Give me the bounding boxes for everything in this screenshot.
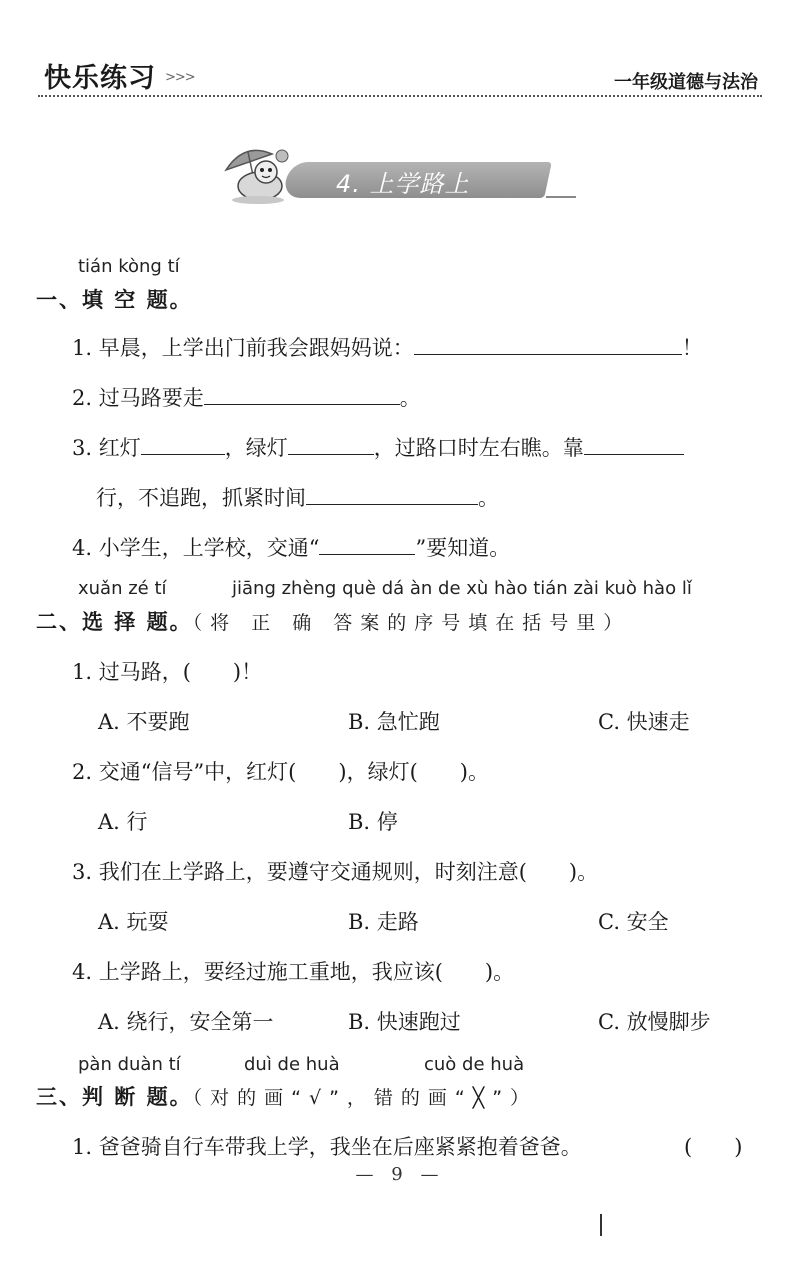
s1-question-1: 1. 早晨，上学出门前我会跟妈妈说： ！	[72, 332, 703, 362]
s2-q4-option-c[interactable]: C. 放慢脚步	[598, 1010, 711, 1034]
section3-pinyin-c: cuò de huà	[424, 1054, 525, 1075]
s3-question-1: 1. 爸爸骑自行车带我上学，我坐在后座紧紧抱着爸爸。	[72, 1135, 582, 1159]
s1-q1-blank[interactable]	[414, 332, 682, 355]
section1-pinyin: tián kòng tí	[78, 256, 180, 277]
s1-q3-blank-side[interactable]	[584, 432, 684, 455]
s2-question-2: 2. 交通“信号”中，红灯( )，绿灯( )。	[72, 760, 489, 784]
page-edge-mark	[600, 1214, 602, 1236]
s2-q2-option-b[interactable]: B. 停	[348, 810, 398, 834]
s2-q1-option-c[interactable]: C. 快速走	[598, 710, 690, 734]
lesson-title: 4. 上学路上	[336, 170, 470, 198]
section3-pinyin-b: duì de huà	[244, 1054, 340, 1075]
s1-question-3-cont: 行，不追跑，抓紧时间 。	[96, 482, 499, 512]
s1-question-3: 3. 红灯 ，绿灯 ，过路口时左右瞧。靠	[72, 432, 684, 462]
s2-q4-option-b[interactable]: B. 快速跑过	[348, 1010, 461, 1034]
section2-note: （将 正 确 答案的序号填在括号里）	[192, 612, 631, 634]
page-number: — 9 —	[355, 1164, 445, 1185]
s1-q4-blank[interactable]	[319, 532, 415, 555]
section3-pinyin-a: pàn duàn tí	[78, 1054, 181, 1075]
s2-question-1: 1. 过马路，( )！	[72, 660, 263, 684]
section3-note: （对的画“√”，错的画“╳”）	[192, 1087, 538, 1109]
mascot-umbrella-icon	[220, 140, 296, 206]
section1-title: 一、填 空 题。	[36, 288, 193, 312]
s2-question-3: 3. 我们在上学路上，要遵守交通规则，时刻注意( )。	[72, 860, 599, 884]
header-left-title: 快乐练习	[44, 63, 156, 94]
s2-q3-option-b[interactable]: B. 走路	[348, 910, 419, 934]
s2-q4-option-a[interactable]: A. 绕行，安全第一	[98, 1010, 274, 1034]
header-arrows: >>>	[165, 70, 195, 85]
s1-q3-blank-green[interactable]	[288, 432, 374, 455]
lesson-banner	[216, 140, 580, 204]
s2-q1-option-a[interactable]: A. 不要跑	[98, 710, 190, 734]
section3-title: 三、判 断 题。（对的画“√”，错的画“╳”）	[36, 1085, 538, 1109]
s1-q3-blank-time[interactable]	[306, 482, 478, 505]
lesson-title-underline	[546, 196, 576, 198]
s1-q2-blank[interactable]	[204, 382, 400, 405]
s1-q3-blank-red[interactable]	[141, 432, 225, 455]
s2-q3-option-c[interactable]: C. 安全	[598, 910, 669, 934]
s1-question-4: 4. 小学生，上学校，交通“ ”要知道。	[72, 532, 510, 562]
header-divider	[38, 95, 762, 97]
section2-title: 二、选 择 题。（将 正 确 答案的序号填在括号里）	[36, 610, 631, 634]
s3-q1-answer-paren[interactable]: ( )	[684, 1135, 743, 1159]
section2-pinyin-a: xuǎn zé tí	[78, 578, 167, 599]
s2-q3-option-a[interactable]: A. 玩耍	[98, 910, 169, 934]
s2-q1-option-b[interactable]: B. 急忙跑	[348, 710, 440, 734]
s2-question-4: 4. 上学路上，要经过施工重地，我应该( )。	[72, 960, 515, 984]
header-right-title: 一年级道德与法治	[614, 72, 758, 93]
section2-pinyin-b: jiāng zhèng què dá àn de xù hào tián zài kuò hào lǐ	[232, 578, 692, 599]
s2-q2-option-a[interactable]: A. 行	[98, 810, 148, 834]
s1-question-2: 2. 过马路要走 。	[72, 382, 421, 412]
